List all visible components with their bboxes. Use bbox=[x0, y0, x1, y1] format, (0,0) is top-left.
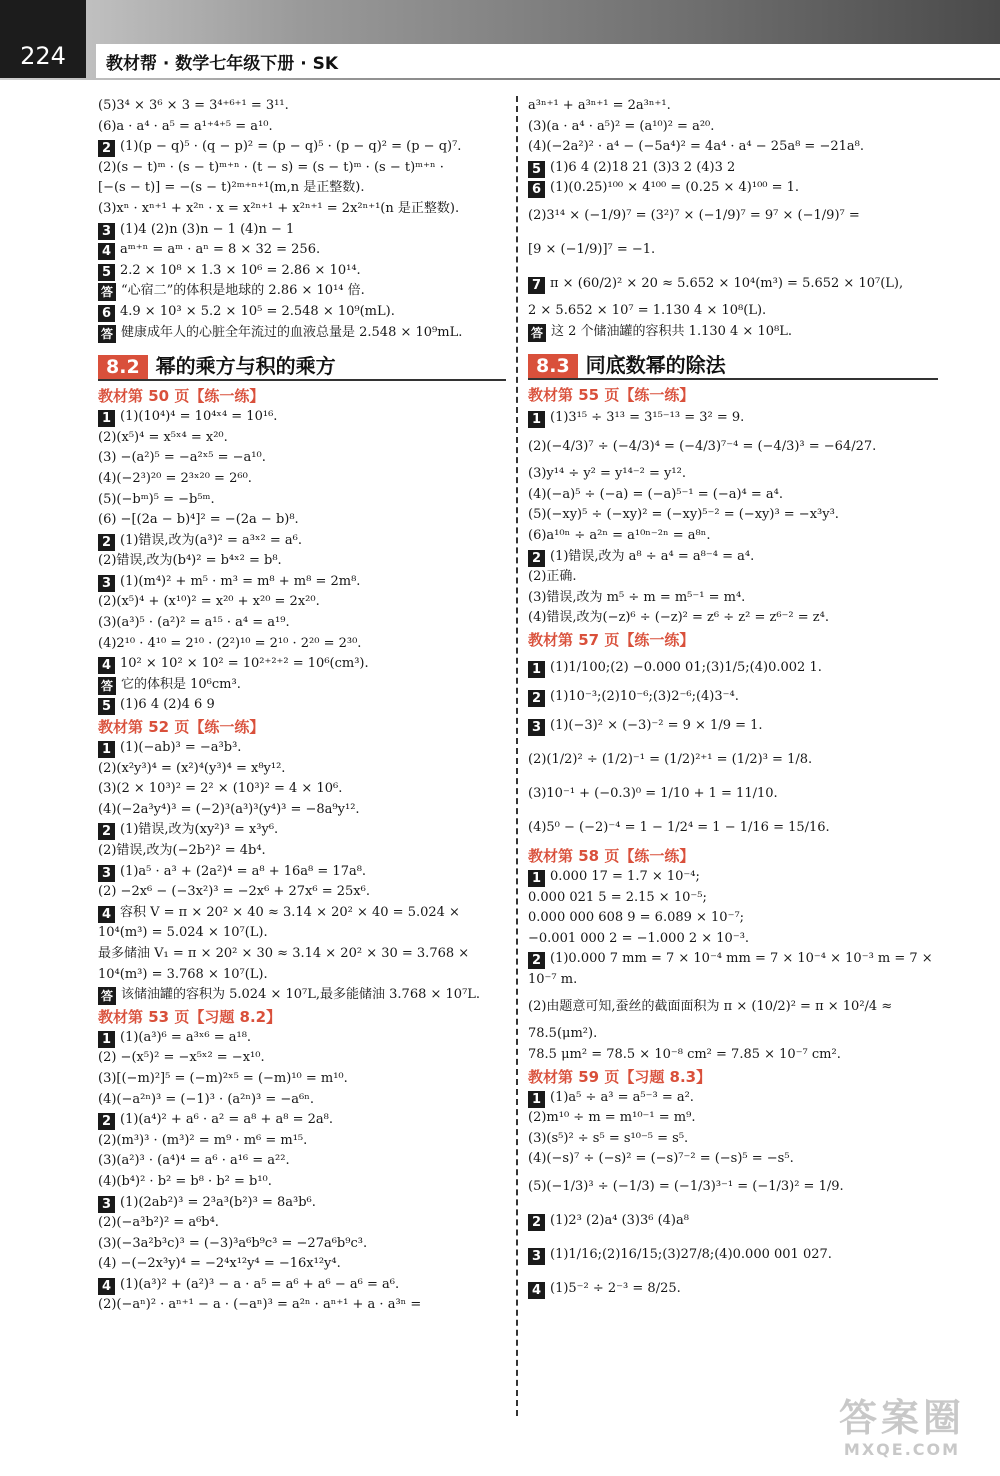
question-number: 1 bbox=[528, 411, 545, 428]
subsection-heading: 教材第 57 页【练一练】 bbox=[528, 630, 695, 649]
subsection-heading: 教材第 50 页【练一练】 bbox=[98, 387, 265, 406]
left-column bbox=[98, 96, 506, 1316]
question-number: 2 bbox=[528, 952, 545, 969]
answer-line: 答 健康成年人的心脏全年流过的血液总量是 2.548 × 10⁹mL. bbox=[98, 323, 506, 344]
question-4: 4 (1)(a³)² + (a²)³ − a · a⁵ = a⁶ + a⁶ − a⁶ = a⁶. bbox=[98, 1275, 506, 1296]
text-line: 10⁻⁷ m. bbox=[528, 971, 578, 987]
text-line: [9 × (−1/9)]⁷ = −1. bbox=[528, 241, 656, 257]
question-7: 7 π × (60/2)² × 20 ≈ 5.652 × 10⁴(m³) = 5.652 × 10⁷(L), bbox=[528, 267, 938, 301]
section-heading bbox=[98, 349, 506, 381]
question-number: 7 bbox=[528, 277, 545, 294]
answer-line: 答 这 2 个储油罐的容积共 1.130 4 × 10⁸L. bbox=[528, 322, 938, 343]
text-line: 2 × 5.652 × 10⁷ = 1.130 4 × 10⁸(L). bbox=[528, 302, 767, 318]
question-6: 6 (1)(0.25)¹⁰⁰ × 4¹⁰⁰ = (0.25 × 4)¹⁰⁰ = 1. bbox=[528, 178, 938, 199]
question-number: 4 bbox=[98, 906, 115, 923]
text-line: (4)(−s)⁷ ÷ (−s)² = (−s)⁷⁻² = (−s)⁵ = −s⁵. bbox=[528, 1151, 794, 1167]
answer-icon: 答 bbox=[98, 987, 116, 1005]
question-4: 4 10² × 10² × 10² = 10²⁺²⁺² = 10⁶(cm³). bbox=[98, 654, 506, 675]
question-number: 3 bbox=[98, 865, 115, 882]
text-line: (4)(−2a²)² · a⁴ − (−5a⁴)² = 4a⁴ · a⁴ − 25a⁸ = −21a⁸. bbox=[528, 139, 864, 155]
section-heading bbox=[528, 348, 938, 380]
text-line: (2)(x⁵)⁴ + (x¹⁰)² = x²⁰ + x²⁰ = 2x²⁰. bbox=[98, 594, 320, 610]
text-line: (2)正确. bbox=[528, 569, 577, 585]
question-3: 3 (1)(m⁴)² + m⁵ · m³ = m⁸ + m⁸ = 2m⁸. bbox=[98, 572, 506, 593]
text-line: [−(s − t)] = −(s − t)²ᵐ⁺ⁿ⁺¹(m,n 是正整数). bbox=[98, 180, 365, 196]
text-line: (2)错误,改为(−2b²)² = 4b⁴. bbox=[98, 843, 266, 858]
text-line: (6)a · a⁴ · a⁵ = a¹⁺⁴⁺⁵ = a¹⁰. bbox=[98, 118, 273, 134]
text-line: 10⁴(m³) = 5.024 × 10⁷(L). bbox=[98, 925, 268, 941]
text-line: (4)5⁰ − (−2)⁻⁴ = 1 − 1/2⁴ = 1 − 1/16 = 15/16. bbox=[528, 819, 830, 835]
text-line: (4)(−a²ⁿ)³ = (−1)³ · (a²ⁿ)³ = −a⁶ⁿ. bbox=[98, 1091, 315, 1107]
question-1: 1 (1)(10⁴)⁴ = 10⁴ˣ⁴ = 10¹⁶. bbox=[98, 407, 506, 428]
text-line: (5)(−bᵐ)⁵ = −b⁵ᵐ. bbox=[98, 491, 215, 507]
text-line: (2)(−4/3)⁷ ÷ (−4/3)⁴ = (−4/3)⁷⁻⁴ = (−4/3)³ = −64/27. bbox=[528, 439, 877, 455]
text-line: −0.001 000 2 = −1.000 2 × 10⁻³. bbox=[528, 930, 750, 946]
question-number: 4 bbox=[528, 1282, 545, 1299]
text-line: (5)(−1/3)³ ÷ (−1/3) = (−1/3)³⁻¹ = (−1/3)² = 1/9. bbox=[528, 1179, 844, 1195]
column-divider bbox=[516, 96, 518, 1416]
text-line: (3)y¹⁴ ÷ y² = y¹⁴⁻² = y¹². bbox=[528, 466, 686, 482]
text-line: (5)(−xy)⁵ ÷ (−xy)² = (−xy)⁵⁻² = (−xy)³ = −x³y³. bbox=[528, 507, 839, 523]
question-6: 6 4.9 × 10³ × 5.2 × 10⁵ = 2.548 × 10⁹(mL). bbox=[98, 302, 506, 323]
text-line: (4)错误,改为(−z)⁶ ÷ (−z)² = z⁶ ÷ z² = z⁶⁻² = z⁴. bbox=[528, 610, 829, 626]
question-number: 1 bbox=[528, 661, 545, 678]
question-3: 3 (1)a⁵ · a³ + (2a²)⁴ = a⁸ + 16a⁸ = 17a⁸. bbox=[98, 862, 506, 883]
question-number: 1 bbox=[98, 741, 115, 758]
question-2: 2 (1)0.000 7 mm = 7 × 10⁻⁴ mm = 7 × 10⁻⁴ × 10⁻³ m = 7 × bbox=[528, 949, 938, 970]
text-line: (3)(a · a⁴ · a⁵)² = (a¹⁰)² = a²⁰. bbox=[528, 118, 715, 134]
subsection-heading: 教材第 53 页【习题 8.2】 bbox=[98, 1007, 282, 1026]
question-3: 3 (1)(−3)² × (−3)⁻² = 9 × 1/9 = 1. bbox=[528, 709, 938, 743]
question-1: 1 (1)a⁵ ÷ a³ = a⁵⁻³ = a². bbox=[528, 1088, 938, 1109]
text-line: (6)a¹⁰ⁿ ÷ a²ⁿ = a¹⁰ⁿ⁻²ⁿ = a⁸ⁿ. bbox=[528, 527, 711, 543]
text-line: (2)错误,改为(b⁴)² = b⁴ˣ² = b⁸. bbox=[98, 553, 282, 569]
text-line: (3)错误,改为 m⁵ ÷ m = m⁵⁻¹ = m⁴. bbox=[528, 589, 746, 605]
question-number: 4 bbox=[98, 243, 115, 260]
question-4: 4 (1)5⁻² ÷ 2⁻³ = 8/25. bbox=[528, 1272, 938, 1306]
question-2: 2 (1)10⁻³;(2)10⁻⁶;(3)2⁻⁶;(4)3⁻⁴. bbox=[528, 685, 938, 709]
question-2: 2 (1)错误,改为(xy²)³ = x³y⁶. bbox=[98, 820, 506, 841]
question-1: 1 (1)(−ab)³ = −a³b³. bbox=[98, 738, 506, 759]
section-number: 8.3 bbox=[528, 354, 578, 378]
text-line: (2)(−a³b²)² = a⁶b⁴. bbox=[98, 1215, 219, 1231]
question-number: 2 bbox=[98, 140, 115, 157]
text-line: (2) −(x⁵)² = −x⁵ˣ² = −x¹⁰. bbox=[98, 1050, 265, 1066]
text-line: (2)3¹⁴ × (−1/9)⁷ = (3²)⁷ × (−1/9)⁷ = 9⁷ × (−1/9)⁷ = bbox=[528, 207, 860, 223]
question-1: 1 0.000 17 = 1.7 × 10⁻⁴; bbox=[528, 867, 938, 888]
subsection-heading: 教材第 55 页【练一练】 bbox=[528, 386, 695, 405]
question-1: 1 (1)3¹⁵ ÷ 3¹³ = 3¹⁵⁻¹³ = 3² = 9. bbox=[528, 406, 938, 430]
answer-line: 答 “心宿二”的体积是地球的 2.86 × 10¹⁴ 倍. bbox=[98, 281, 506, 302]
text-line: (4) −(−2x³y)⁴ = −2⁴x¹²y⁴ = −16x¹²y⁴. bbox=[98, 1256, 341, 1272]
text-line: (6) −[(2a − b)⁴]² = −(2a − b)⁸. bbox=[98, 512, 299, 528]
text-line: (2)m¹⁰ ÷ m = m¹⁰⁻¹ = m⁹. bbox=[528, 1110, 696, 1126]
question-2: 2 (1)错误,改为(a³)² = a³ˣ² = a⁶. bbox=[98, 531, 506, 552]
section-title: 同底数幂的除法 bbox=[585, 353, 726, 378]
answer-icon: 答 bbox=[528, 324, 546, 342]
text-line: (2)(x⁵)⁴ = x⁵ˣ⁴ = x²⁰. bbox=[98, 429, 228, 445]
question-number: 5 bbox=[528, 161, 545, 178]
text-line: (4)(−a)⁵ ÷ (−a) = (−a)⁵⁻¹ = (−a)⁴ = a⁴. bbox=[528, 486, 783, 502]
question-number: 3 bbox=[528, 719, 545, 736]
subsection-heading: 教材第 59 页【习题 8.3】 bbox=[528, 1067, 712, 1086]
text-line: (3)(s⁵)² ÷ s⁵ = s¹⁰⁻⁵ = s⁵. bbox=[528, 1130, 689, 1146]
question-5: 5 2.2 × 10⁸ × 1.3 × 10⁶ = 2.86 × 10¹⁴. bbox=[98, 261, 506, 282]
text-line: 最多储油 V₁ = π × 20² × 30 ≈ 3.14 × 20² × 30 = 3.768 × bbox=[98, 945, 470, 961]
question-number: 4 bbox=[98, 657, 115, 674]
question-number: 5 bbox=[98, 264, 115, 281]
text-line: 10⁴(m³) = 3.768 × 10⁷(L). bbox=[98, 966, 268, 982]
answer-icon: 答 bbox=[98, 325, 116, 343]
text-line: (3)[(−m)²]⁵ = (−m)²ˣ⁵ = (−m)¹⁰ = m¹⁰. bbox=[98, 1070, 348, 1086]
text-line: 78.5(μm²). bbox=[528, 1026, 598, 1042]
question-number: 2 bbox=[98, 1113, 115, 1130]
right-column bbox=[528, 96, 938, 1306]
question-number: 5 bbox=[98, 698, 115, 715]
text-line: 0.000 021 5 = 2.15 × 10⁻⁵; bbox=[528, 889, 707, 905]
question-number: 2 bbox=[528, 550, 545, 567]
question-number: 2 bbox=[528, 1214, 545, 1231]
question-number: 2 bbox=[98, 534, 115, 551]
question-5: 5 (1)6 4 (2)18 21 (3)3 2 (4)3 2 bbox=[528, 158, 938, 179]
text-line: 78.5 μm² = 78.5 × 10⁻⁸ cm² = 7.85 × 10⁻⁷ cm². bbox=[528, 1047, 841, 1063]
text-line: (2)(x²y³)⁴ = (x²)⁴(y³)⁴ = x⁸y¹². bbox=[98, 760, 286, 776]
question-number: 2 bbox=[528, 690, 545, 707]
question-2: 2 (1)2³ (2)a⁴ (3)3⁶ (4)a⁸ bbox=[528, 1204, 938, 1238]
text-line: (3)xⁿ · xⁿ⁺¹ + x²ⁿ · x = x²ⁿ⁺¹ + x²ⁿ⁺¹ = 2x²ⁿ⁺¹(n 是正整数). bbox=[98, 200, 460, 216]
text-line: (3)(−3a²b³c)³ = (−3)³a⁶b⁹c³ = −27a⁶b⁹c³. bbox=[98, 1235, 368, 1251]
text-line: (2)(1/2)² ÷ (1/2)⁻¹ = (1/2)²⁺¹ = (1/2)³ = 1/8. bbox=[528, 751, 813, 767]
subsection-heading: 教材第 52 页【练一练】 bbox=[98, 718, 265, 737]
question-number: 6 bbox=[528, 181, 545, 198]
question-4: 4 aᵐ⁺ⁿ = aᵐ · aⁿ = 8 × 32 = 256. bbox=[98, 240, 506, 261]
question-number: 1 bbox=[528, 870, 545, 887]
book-title: 教材帮 · 数学七年级下册 · SK bbox=[96, 44, 1000, 78]
section-number: 8.2 bbox=[98, 355, 148, 379]
question-3: 3 (1)4 (2)n (3)n − 1 (4)n − 1 bbox=[98, 220, 506, 241]
text-line: (4)(b⁴)² · b² = b⁸ · b² = b¹⁰. bbox=[98, 1173, 272, 1189]
text-line: a³ⁿ⁺¹ + a³ⁿ⁺¹ = 2a³ⁿ⁺¹. bbox=[528, 98, 671, 113]
answer-icon: 答 bbox=[98, 677, 116, 695]
question-3: 3 (1)(2ab²)³ = 2³a³(b²)³ = 8a³b⁶. bbox=[98, 1193, 506, 1214]
question-number: 3 bbox=[98, 1196, 115, 1213]
question-number: 1 bbox=[98, 1031, 115, 1048]
question-1: 1 (1)1/100;(2) −0.000 01;(3)1/5;(4)0.002 1. bbox=[528, 651, 938, 685]
question-2: 2 (1)(p − q)⁵ · (q − p)² = (p − q)⁵ · (p − q)² = (p − q)⁷. bbox=[98, 137, 506, 158]
answer-icon: 答 bbox=[98, 283, 116, 301]
text-line: (2)由题意可知,蚕丝的截面面积为 π × (10/2)² = π × 10²/4 ≈ bbox=[528, 999, 893, 1015]
question-number: 3 bbox=[528, 1248, 545, 1265]
question-number: 4 bbox=[98, 1278, 115, 1295]
text-line: (4)(−2³)²⁰ = 2³ˣ²⁰ = 2⁶⁰. bbox=[98, 470, 252, 486]
answer-line: 答 该储油罐的容积为 5.024 × 10⁷L,最多能储油 3.768 × 10⁷L. bbox=[98, 985, 506, 1006]
text-line: (2)(−aⁿ)² · aⁿ⁺¹ − a · (−aⁿ)³ = a²ⁿ · aⁿ⁺¹ + a · a³ⁿ = bbox=[98, 1297, 422, 1313]
question-number: 3 bbox=[98, 575, 115, 592]
question-1: 1 (1)(a³)⁶ = a³ˣ⁶ = a¹⁸. bbox=[98, 1028, 506, 1049]
text-line: 0.000 000 608 9 = 6.089 × 10⁻⁷; bbox=[528, 910, 745, 926]
question-2: 2 (1)错误,改为 a⁸ ÷ a⁴ = a⁸⁻⁴ = a⁴. bbox=[528, 547, 938, 568]
subsection-heading: 教材第 58 页【练一练】 bbox=[528, 846, 695, 865]
answer-line: 答 它的体积是 10⁶cm³. bbox=[98, 675, 506, 696]
text-line: (2)(s − t)ᵐ · (s − t)ᵐ⁺ⁿ · (t − s) = (s − t)ᵐ · (s − t)ᵐ⁺ⁿ · bbox=[98, 159, 444, 175]
text-line: (3) −(a²)⁵ = −a²ˣ⁵ = −a¹⁰. bbox=[98, 450, 266, 466]
question-number: 6 bbox=[98, 305, 115, 322]
question-number: 1 bbox=[98, 410, 115, 427]
page-number: 224 bbox=[0, 0, 86, 78]
text-line: (3)(a²)³ · (a⁴)⁴ = a⁶ · a¹⁶ = a²². bbox=[98, 1153, 290, 1169]
question-number: 3 bbox=[98, 223, 115, 240]
section-title: 幂的乘方与积的乘方 bbox=[155, 354, 336, 379]
question-2: 2 (1)(a⁴)² + a⁶ · a² = a⁸ + a⁸ = 2a⁸. bbox=[98, 1110, 506, 1131]
question-4: 4 容积 V = π × 20² × 40 ≈ 3.14 × 20² × 40 = 5.024 × bbox=[98, 903, 506, 924]
question-number: 1 bbox=[528, 1091, 545, 1108]
text-line: (2) −2x⁶ − (−3x²)³ = −2x⁶ + 27x⁶ = 25x⁶. bbox=[98, 884, 370, 900]
text-line: (3)(a³)⁵ · (a²)² = a¹⁵ · a⁴ = a¹⁹. bbox=[98, 615, 290, 631]
text-line: (2)(m³)³ · (m³)² = m⁹ · m⁶ = m¹⁵. bbox=[98, 1132, 308, 1148]
text-line: (5)3⁴ × 3⁶ × 3 = 3⁴⁺⁶⁺¹ = 3¹¹. bbox=[98, 98, 289, 113]
text-line: (3)(2 × 10³)² = 2² × (10³)² = 4 × 10⁶. bbox=[98, 781, 343, 797]
question-3: 3 (1)1/16;(2)16/15;(3)27/8;(4)0.000 001 027. bbox=[528, 1238, 938, 1272]
text-line: (4)(−2a³y⁴)³ = (−2)³(a³)³(y⁴)³ = −8a⁹y¹². bbox=[98, 801, 360, 817]
question-5: 5 (1)6 4 (2)4 6 9 bbox=[98, 695, 506, 716]
text-line: (4)2¹⁰ · 4¹⁰ = 2¹⁰ · (2²)¹⁰ = 2¹⁰ · 2²⁰ = 2³⁰. bbox=[98, 635, 362, 651]
text-line: (3)10⁻¹ + (−0.3)⁰ = 1/10 + 1 = 11/10. bbox=[528, 785, 778, 801]
watermark-logo: 答案圈 MXQE.COM bbox=[838, 1396, 965, 1459]
question-number: 2 bbox=[98, 823, 115, 840]
